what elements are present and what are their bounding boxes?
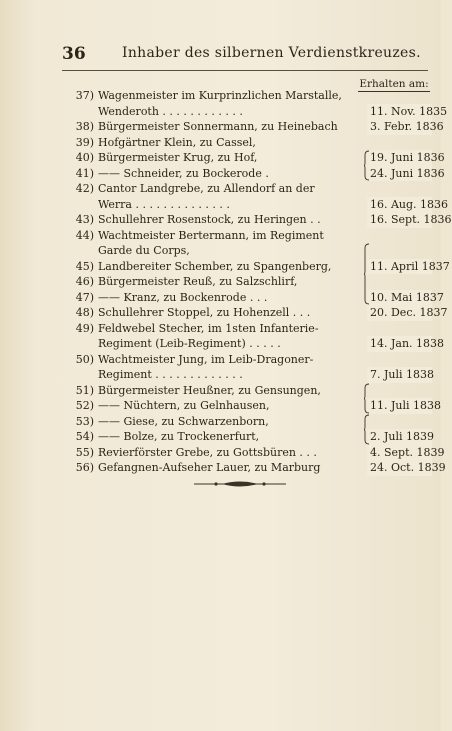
- entry-row: [60, 383, 432, 399]
- entry-text: Schullehrer Stoppel, zu Hohenzell . . .: [98, 306, 311, 319]
- entry-row: [60, 274, 432, 290]
- entry-text: Bürgermeister Krug, zu Hof,: [98, 151, 258, 164]
- entry-text: Regiment (Leib-Regiment) . . . . .: [98, 337, 281, 350]
- entry-row: [60, 166, 445, 182]
- entry-row: [60, 259, 450, 275]
- entry-row: [60, 398, 442, 414]
- entry-text: Bürgermeister Reuß, zu Salzschlirf,: [98, 275, 298, 288]
- entry-row: [60, 460, 446, 476]
- entry-date: 24. Juni 1836: [367, 166, 432, 182]
- entry-line: [60, 414, 432, 430]
- entry-date: 14. Jan. 1838: [367, 336, 432, 352]
- entry-number: 39): [75, 135, 94, 149]
- entry-line: [60, 135, 432, 151]
- entry-row: [60, 88, 448, 119]
- entry-date: 16. Sept. 1836: [367, 212, 432, 228]
- entry-row: [60, 228, 432, 259]
- entry-text: Garde du Corps,: [98, 244, 190, 257]
- entry-number: 50): [75, 352, 94, 366]
- entry-date: 11. Juli 1838: [367, 398, 432, 414]
- entry-line: [60, 181, 432, 197]
- entry-row: [60, 414, 432, 430]
- entry-text: Schullehrer Rosenstock, zu Heringen . .: [98, 213, 321, 226]
- entry-text: —— Giese, zu Schwarzenborn,: [98, 414, 269, 428]
- entry-line: [60, 383, 432, 399]
- entry-row: [60, 212, 452, 228]
- entry-text: Landbereiter Schember, zu Spangenberg,: [98, 259, 332, 273]
- entry-text: —— Bolze, zu Trockenerfurt,: [98, 430, 260, 443]
- entry-number: 42): [75, 182, 94, 195]
- entry-number: 47): [75, 290, 94, 304]
- entry-date: 20. Dec. 1837: [367, 305, 432, 321]
- entry-number: 52): [75, 399, 94, 412]
- entry-text: Cantor Landgrebe, zu Allendorf an der: [98, 182, 315, 195]
- entry-number: 51): [75, 383, 94, 397]
- entry-text: Werra . . . . . . . . . . . . . .: [98, 197, 230, 211]
- entry-number: 40): [75, 151, 94, 164]
- entry-text: Hofgärtner Klein, zu Cassel,: [98, 135, 256, 149]
- ornament-divider: [192, 478, 288, 490]
- entry-date: 4. Sept. 1839: [367, 445, 432, 461]
- entry-number: 53): [75, 414, 94, 428]
- entry-list: [60, 88, 452, 476]
- entry-number: 54): [75, 430, 94, 443]
- grouping-brace: [364, 243, 370, 305]
- entry-text: Bürgermeister Sonnermann, zu Heinebach: [98, 120, 338, 133]
- entry-line: [60, 88, 432, 104]
- entry-text: Revierförster Grebe, zu Gottsbüren . . .: [98, 445, 317, 459]
- entry-number: 49): [75, 321, 94, 335]
- entry-date: 7. Juli 1838: [367, 367, 432, 383]
- entry-line: [60, 321, 432, 337]
- entry-date: 24. Oct. 1839: [367, 460, 432, 476]
- entry-row: [60, 135, 432, 151]
- running-title: Inhaber des silbernen Verdienstkreuzes.: [122, 45, 421, 61]
- header-rule: [62, 70, 428, 71]
- entry-row: [60, 290, 444, 306]
- entry-line: [60, 243, 432, 259]
- entry-number: 46): [75, 275, 94, 288]
- entry-number: 45): [75, 259, 94, 273]
- entry-number: 55): [75, 445, 94, 459]
- entry-date: 16. Aug. 1836: [367, 197, 432, 213]
- entry-date: 11. April 1837: [367, 259, 432, 275]
- entry-number: 43): [75, 213, 94, 226]
- entry-number: 38): [75, 120, 94, 133]
- column-heading: Erhalten am:: [359, 78, 429, 90]
- entry-text: Wenderoth . . . . . . . . . . . .: [98, 104, 243, 118]
- entry-text: —— Kranz, zu Bockenrode . . .: [98, 290, 268, 304]
- entry-row: [60, 150, 445, 166]
- entry-date: 2. Juli 1839: [367, 429, 432, 445]
- page-number: 36: [62, 44, 86, 64]
- entry-number: 41): [75, 166, 94, 180]
- entry-row: [60, 445, 445, 461]
- entry-text: Wachtmeister Jung, im Leib-Dragoner-: [98, 352, 314, 366]
- entry-line: [60, 228, 432, 244]
- entry-date: 19. Juni 1836: [367, 150, 432, 166]
- entry-number: 37): [75, 89, 94, 102]
- entry-number: 44): [75, 228, 94, 242]
- entry-number: 48): [75, 306, 94, 319]
- entry-text: Bürgermeister Heußner, zu Gensungen,: [98, 383, 321, 397]
- entry-text: Feldwebel Stecher, im 1sten Infanterie-: [98, 321, 319, 335]
- entry-date: 11. Nov. 1835: [367, 104, 432, 120]
- page-header: [62, 44, 428, 68]
- entry-line: [60, 352, 432, 368]
- entry-row: [60, 119, 444, 135]
- entry-text: Wachtmeister Bertermann, im Regiment: [98, 228, 324, 242]
- entry-text: —— Schneider, zu Bockerode .: [98, 166, 269, 180]
- entry-row: [60, 429, 435, 445]
- entry-row: [60, 352, 435, 383]
- entry-text: Gefangnen-Aufseher Lauer, zu Marburg: [98, 461, 321, 474]
- grouping-brace: [364, 414, 370, 445]
- grouping-brace: [364, 150, 370, 181]
- entry-row: [60, 181, 449, 212]
- entry-date: 10. Mai 1837: [367, 290, 432, 306]
- entry-row: [60, 305, 448, 321]
- entry-text: —— Nüchtern, zu Gelnhausen,: [98, 399, 270, 412]
- entry-text: Wagenmeister im Kurprinzlichen Marstalle,: [98, 89, 342, 102]
- entry-line: [60, 274, 432, 290]
- entry-number: 56): [75, 461, 94, 474]
- entry-text: Regiment . . . . . . . . . . . . .: [98, 368, 243, 381]
- grouping-brace: [364, 383, 370, 414]
- entry-date: 3. Febr. 1836: [367, 119, 432, 135]
- entry-row: [60, 321, 445, 352]
